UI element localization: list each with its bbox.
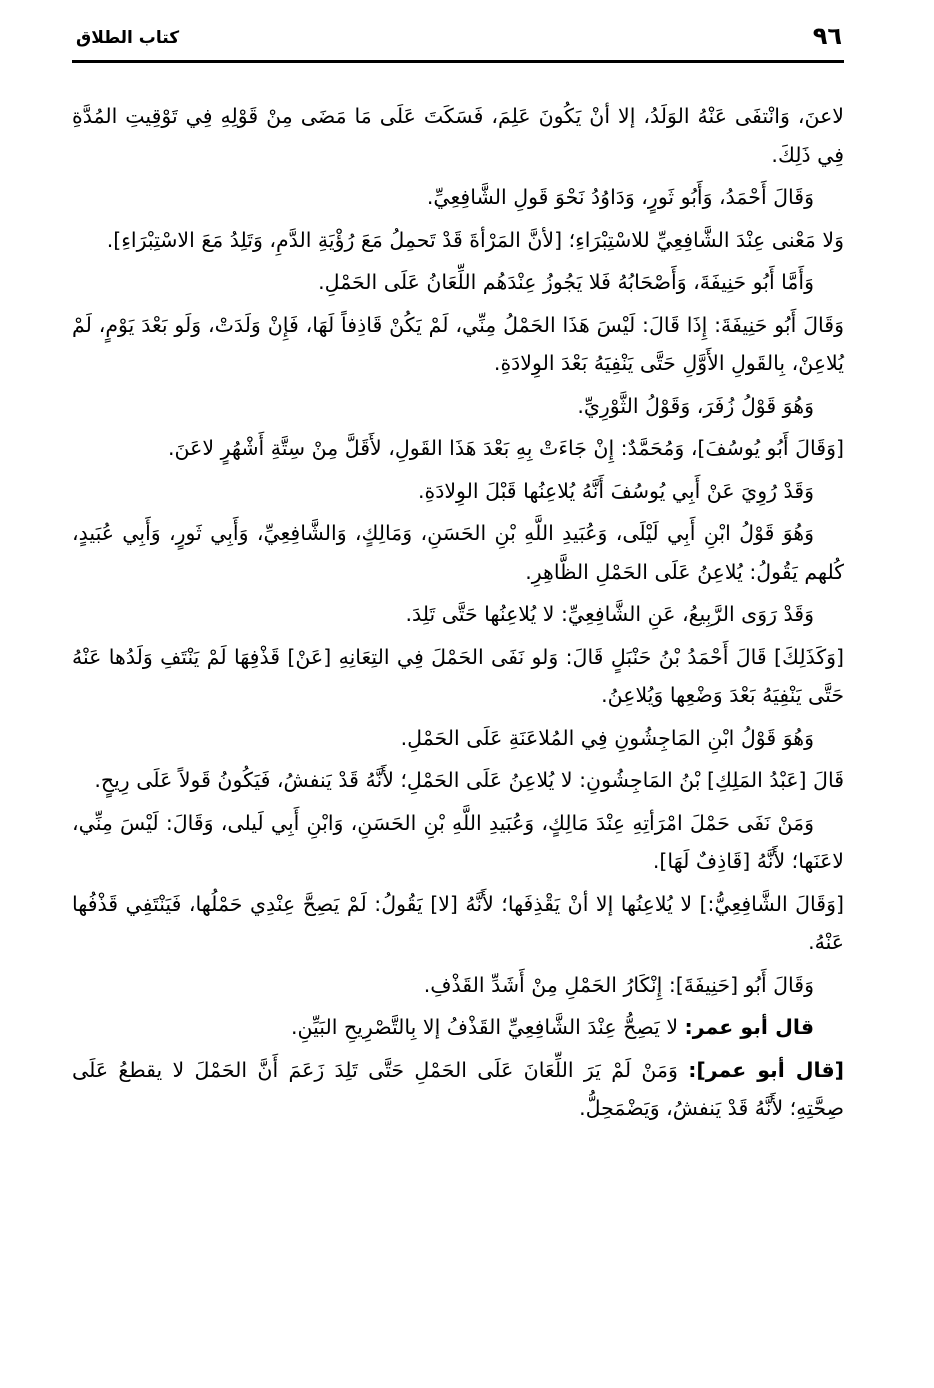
paragraph-text: وَمَنْ لَمْ يَرَ اللِّعَانَ عَلَى الحَمْلِ حَتَّى تَلِدَ زَعَمَ أَنَّ الحَمْلَ لا يقطعُ عَلَى صِحَّتِهِ؛ لأَنَّهُ قَدْ يَنفشُ، وَيَضْمَحِلُّ. (72, 1057, 844, 1120)
paragraph (72, 97, 844, 174)
book-page (72, 20, 844, 1132)
paragraph (72, 1051, 844, 1128)
paragraph (72, 719, 844, 758)
paragraph (72, 429, 844, 468)
paragraph-text: وَقَالَ أَبُو [حَنِيفَةَ]: إِنْكَارُ الحَمْلِ مِنْ أَشَدِّ القَذْفِ. (423, 972, 814, 997)
paragraph (72, 306, 844, 383)
paragraph-text: وَأَمَّا أَبُو حَنِيفَةَ، وَأَصْحَابُهُ فَلا يَجُوزُ عِنْدَهُم اللِّعَانُ عَلَى الحَمْلِ. (318, 270, 814, 294)
paragraph-text: وَقَالَ أَبُو حَنِيفَةَ: إِذَا قَالَ: لَيْسَ هَذَا الحَمْلُ مِنِّي، لَمْ يَكُنْ قَاذِفاً لَهَا، فَإِنْ وَلَدَتْ، وَلَو بَعْدَ يَوْمٍ، لَمْ يُلاعِنْ، بِالقَولِ الأَوَّلِ حَتَّى يَنْفِيَهُ بَعْدَ الوِلادَةِ. (72, 312, 844, 375)
paragraph-text: [وَقَالَ أَبُو يُوسُفَ]، وَمُحَمَّدٌ: إِنْ جَاءَتْ بِهِ بَعْدَ هَذَا القَولِ، لأَقَلَّ مِنْ سِتَّةِ أَشْهُرٍ لاعَنَ. (168, 436, 844, 460)
paragraph (72, 966, 844, 1005)
paragraph (72, 178, 844, 217)
paragraph-text: وَقَدْ رُوِيَ عَنْ أَبِي يُوسُفَ أَنَّهُ يُلاعِنُها قَبْلَ الوِلادَةِ. (417, 478, 814, 503)
running-header (72, 20, 844, 63)
paragraph-text: وَقَالَ أَحْمَدُ، وَأَبُو ثَورٍ، وَدَاوُدُ نَحْوَ قَولِ الشَّافِعِيِّ. (426, 185, 814, 209)
paragraph (72, 885, 844, 962)
paragraph-text: لاعنَ، وَانْتفَى عَنْهُ الوَلَدُ، إلا أنْ يَكُونَ عَلِمَ، فَسَكَتَ عَلَى مَا مَضَى مِنْ قَوْلِهِ فِي تَوْقِيتِ المُدَّةِ فِي ذَلِكَ. (72, 104, 844, 167)
paragraph-text: وَقَدْ رَوَى الرَّبِيعُ، عَنِ الشَّافِعِيِّ: لا يُلاعِنُها حَتَّى تَلِدَ. (405, 602, 814, 626)
paragraph (72, 761, 844, 800)
paragraph-text: وَلا مَعْنى عِنْدَ الشَّافِعِيِّ للاسْتِبْرَاءِ؛ [لأنَّ المَرْأةَ قَدْ تَحمِلُ مَعَ رُؤْيَةِ الدَّمِ، وَتَلِدُ مَعَ الاسْتِبْرَاءِ]. (106, 227, 844, 252)
paragraph-text: وَهُوَ قَوْلُ زُفَرَ، وَقَوْلُ الثَّوْرِيِّ. (577, 393, 814, 418)
paragraph-text: قَالَ [عَبْدُ المَلِكِ] بْنُ المَاجِشُونِ: لا يُلاعِنُ عَلَى الحَمْلِ؛ لأَنَّهُ قَدْ يَنفشُ، فَيَكُونُ قَولاً عَلَى رِيحٍ. (94, 768, 844, 792)
paragraph-text: [وَكَذَلِكَ] قَالَ أَحْمَدُ بْنُ حَنْبَلٍ قَالَ: وَلو نَفَى الحَمْلَ فِي التِعَانِهِ [عَنْ] قَذْفِهَا لَمْ يَنْتَفِ وَلَدُها عَنْهُ حَتَّى يَنْفِيَهُ بَعْدَ وَضْعِها وَيُلاعِنُ. (72, 644, 844, 707)
paragraph (72, 1008, 844, 1047)
paragraph-lead: قال أبو عمر: (684, 1015, 814, 1039)
paragraph-text: لا يَصِحُّ عِنْدَ الشَّافِعِيِّ القَذْفُ إلا بِالتَّصْرِيحِ البَيِّنِ. (291, 1015, 685, 1039)
paragraph (72, 595, 844, 634)
paragraph-text: وَهُوَ قَوْلُ ابْنِ المَاجِشُونِ فِي المُلاعَنَةِ عَلَى الحَمْلِ. (400, 725, 814, 750)
paragraph-text: وَمَنْ نَفَى حَمْلَ امْرَأتِهِ عِنْدَ مَالِكٍ، وَعُبَيدِ اللَّهِ بْنِ الحَسَنِ، وَابْنِ أَبِي لَيلى، وَقَالَ: لَيْسَ مِنِّي، لاعَنَها؛ لأَنَّهُ [قَاذِفٌ لَهَا]. (72, 810, 844, 873)
page-body (72, 97, 844, 1128)
paragraph (72, 387, 844, 426)
paragraph (72, 472, 844, 511)
paragraph (72, 638, 844, 715)
paragraph (72, 263, 844, 302)
page-number: ٩٦ (812, 22, 842, 50)
paragraph (72, 804, 844, 881)
paragraph (72, 221, 844, 260)
paragraph-text: [وَقَالَ الشَّافِعِيُّ:] لا يُلاعِنُها إلا أنْ يَقْذِفَها؛ لأَنَّهُ [لا] يَقُولُ: لَمْ يَصِحَّ عِنْدِي حَمْلُها، فَيَنْتَفِي قَذْفُها عَنْهُ. (72, 891, 844, 954)
paragraph (72, 514, 844, 591)
paragraph-text: وَهُوَ قَوْلُ ابْنِ أَبِي لَيْلَى، وَعُبَيدِ اللَّهِ بْنِ الحَسَنِ، وَمَالِكٍ، وَالشَّافِعِيِّ، وَأَبِي ثَورٍ، وَأَبِي عُبَيدٍ، كُلهم يَقُولُ: يُلاعِنُ عَلَى الحَمْلِ الظَّاهِرِ. (72, 521, 844, 584)
book-title: كتاب الطلاق (76, 28, 180, 48)
paragraph-lead: [قال أبو عمر]: (688, 1057, 844, 1082)
